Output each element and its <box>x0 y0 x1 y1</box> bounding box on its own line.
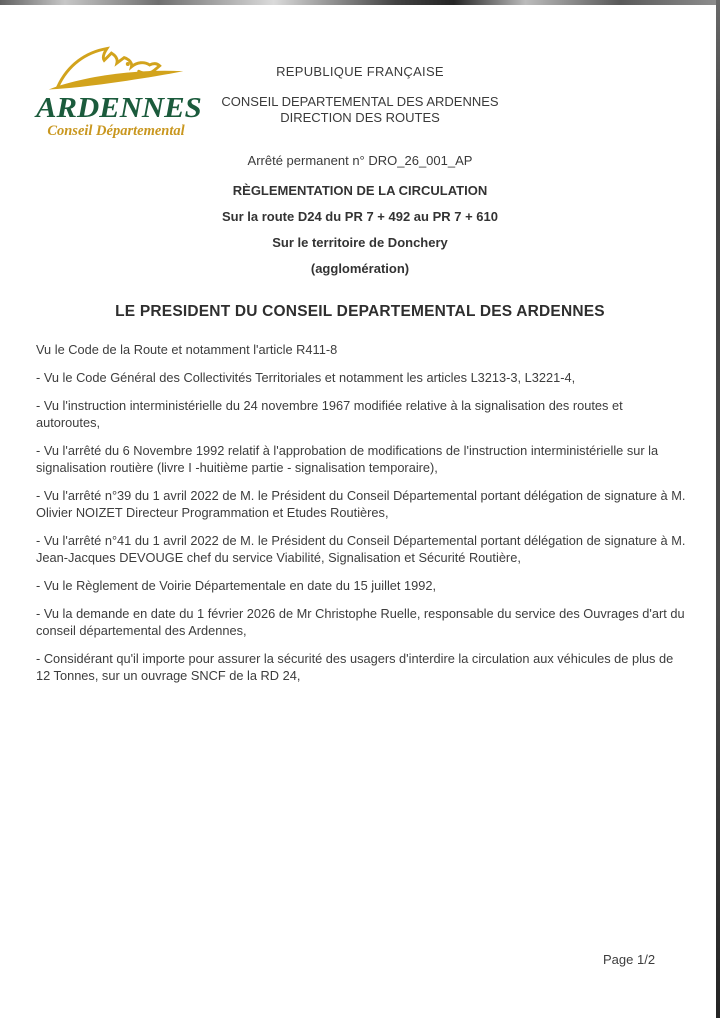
body-paragraph: - Considérant qu'il importe pour assurer la sécurité des usagers d'interdire la circulation aux véhicules de plus de 12 Tonnes, sur un ouvrage SNCF de la RD 24, <box>36 651 674 683</box>
scan-artifact-top-edge <box>0 0 720 5</box>
letterhead <box>0 64 720 287</box>
body-paragraph: - Vu le Règlement de Voirie Départementale en date du 15 juillet 1992, <box>36 578 437 593</box>
subject-line: (agglomération) <box>310 261 410 276</box>
logo-title: ARDENNES <box>36 92 202 124</box>
document-title: LE PRESIDENT DU CONSEIL DEPARTEMENTAL DES ARDENNES <box>115 303 605 320</box>
body-paragraph: - Vu l'instruction interministérielle du 24 novembre 1967 modifiée relative à la signalisation des routes et autoroutes, <box>36 398 623 430</box>
body-paragraph: - Vu la demande en date du 1 février 2026 de Mr Christophe Ruelle, responsable du service des Ouvrages d'art du conseil départemental des Ardennes, <box>36 606 685 638</box>
page-number: Page 1/2 <box>603 952 656 967</box>
body-paragraph: Vu le Code de la Route et notamment l'article R411-8 <box>36 342 338 357</box>
organization-line: CONSEIL DEPARTEMENTAL DES ARDENNES <box>221 94 499 109</box>
republic-line: REPUBLIQUE FRANÇAISE <box>276 64 444 79</box>
body-paragraph: - Vu l'arrêté n°39 du 1 avril 2022 de M. le Président du Conseil Départemental portant délégation de signature à M. Olivier NOIZET Directeur Programmation et Etudes Routières, <box>36 488 686 520</box>
subject-line: Sur la route D24 du PR 7 + 492 au PR 7 + 610 <box>221 209 498 224</box>
subject-line: Sur le territoire de Donchery <box>272 235 448 250</box>
body-paragraph: - Vu l'arrêté n°41 du 1 avril 2022 de M. le Président du Conseil Départemental portant délégation de signature à M. Jean-Jacques DEVOUGE chef du service Viabilité, Signalisation et Sécurité Routière, <box>36 533 686 565</box>
order-reference: Arrêté permanent n° DRO_26_001_AP <box>247 153 473 168</box>
subject-line: RÈGLEMENTATION DE LA CIRCULATION <box>232 183 488 198</box>
direction-line: DIRECTION DES ROUTES <box>280 110 440 125</box>
subject-lines <box>0 183 720 277</box>
body-paragraph: - Vu l'arrêté du 6 Novembre 1992 relatif à l'approbation de modifications de l'instruction interministérielle sur la signalisation routière (livre I -huitième partie - signalisation temporaire), <box>36 443 659 475</box>
logo-subtitle: Conseil Départemental <box>47 123 185 139</box>
document-body <box>36 341 686 695</box>
body-paragraph: - Vu le Code Général des Collectivités Territoriales et notamment les articles L3213-3, L3221-4, <box>36 370 576 385</box>
